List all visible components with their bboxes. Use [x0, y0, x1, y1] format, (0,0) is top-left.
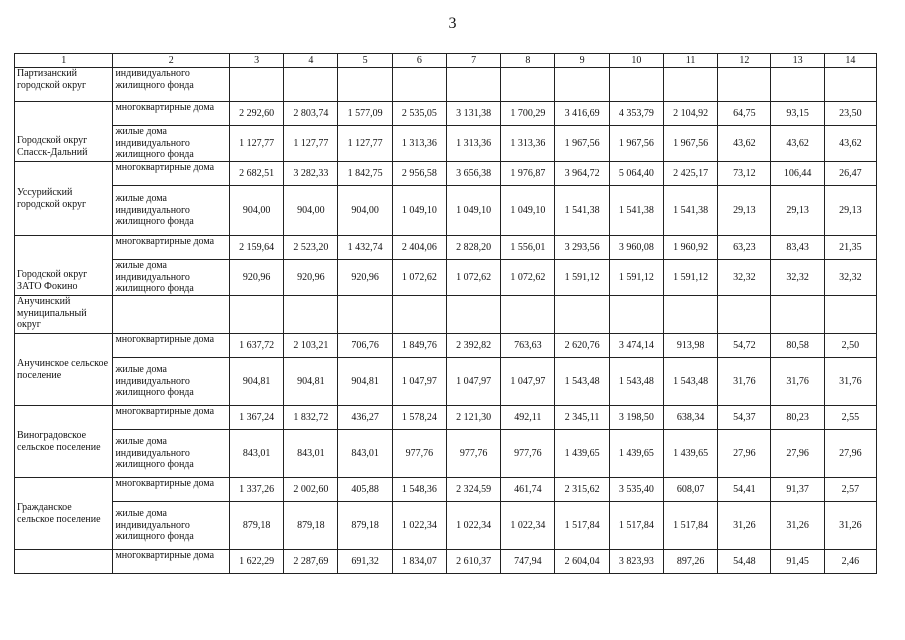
area-name: Виноградовское сельское поселение: [15, 406, 113, 478]
table-cell: 920,96: [284, 260, 338, 296]
table-cell: 1 022,34: [446, 502, 500, 550]
table-cell: 3 535,40: [609, 478, 663, 502]
table-cell: 843,01: [229, 430, 283, 478]
table-cell: 1 439,65: [663, 430, 717, 478]
table-cell: 1 439,65: [609, 430, 663, 478]
table-cell: 1 591,12: [663, 260, 717, 296]
table-cell: 29,13: [771, 186, 824, 236]
table-cell: 1 637,72: [229, 334, 283, 358]
table-cell: 2 002,60: [284, 478, 338, 502]
table-cell: 843,01: [284, 430, 338, 478]
table-cell: 26,47: [824, 162, 876, 186]
table-cell: 879,18: [284, 502, 338, 550]
housing-type: жилые дома индивидуального жилищного фонда: [113, 186, 230, 236]
column-header: 11: [663, 54, 717, 68]
column-header: 2: [113, 54, 230, 68]
table-cell: 1 047,97: [501, 358, 555, 406]
table-cell: 492,11: [501, 406, 555, 430]
table-cell: 1 517,84: [663, 502, 717, 550]
table-cell: 691,32: [338, 550, 392, 574]
table-cell: 1 049,10: [501, 186, 555, 236]
housing-type: многоквартирные дома: [113, 236, 230, 260]
table-cell: 27,96: [771, 430, 824, 478]
table-cell: 2 620,76: [555, 334, 609, 358]
table-cell: 3 964,72: [555, 162, 609, 186]
table-cell: 3 198,50: [609, 406, 663, 430]
table-row: [15, 478, 877, 502]
table-row: [15, 236, 877, 260]
table-cell: 2 828,20: [446, 236, 500, 260]
area-name: Уссурийский городской округ: [15, 162, 113, 236]
housing-type: многоквартирные дома: [113, 162, 230, 186]
column-header: 10: [609, 54, 663, 68]
housing-type: жилые дома индивидуального жилищного фонда: [113, 430, 230, 478]
table-cell: 913,98: [663, 334, 717, 358]
table-row: [15, 162, 877, 186]
table-cell: 2 315,62: [555, 478, 609, 502]
area-name: Городской округ ЗАТО Фокино: [15, 236, 113, 296]
table-cell: 1 834,07: [392, 550, 446, 574]
table-cell: 436,27: [338, 406, 392, 430]
table-cell: 1 849,76: [392, 334, 446, 358]
table-row: [15, 334, 877, 358]
table-cell: 977,76: [501, 430, 555, 478]
table-cell: 21,35: [824, 236, 876, 260]
area-name: Партизанский городской округ: [15, 68, 113, 102]
table-cell: 73,12: [718, 162, 771, 186]
tariff-table: [14, 53, 877, 574]
table-cell: 2 523,20: [284, 236, 338, 260]
table-cell: 638,34: [663, 406, 717, 430]
table-cell: 5 064,40: [609, 162, 663, 186]
table-cell: 3 416,69: [555, 102, 609, 126]
table-row: [15, 406, 877, 430]
column-header: 1: [15, 54, 113, 68]
table-cell: 29,13: [824, 186, 876, 236]
table-cell: 31,76: [771, 358, 824, 406]
table-cell: 1 022,34: [392, 502, 446, 550]
table-cell: 23,50: [824, 102, 876, 126]
table-row: [15, 68, 877, 102]
table-cell: 1 367,24: [229, 406, 283, 430]
table-cell: 2 324,59: [446, 478, 500, 502]
table-cell: 904,00: [284, 186, 338, 236]
table-cell: 32,32: [771, 260, 824, 296]
table-cell: 1 578,24: [392, 406, 446, 430]
table-cell: 93,15: [771, 102, 824, 126]
table-cell: 977,76: [446, 430, 500, 478]
table-cell: 1 622,29: [229, 550, 283, 574]
table-cell: 1 047,97: [446, 358, 500, 406]
table-cell: 2,55: [824, 406, 876, 430]
table-cell: 3 131,38: [446, 102, 500, 126]
table-cell: 1 967,56: [609, 126, 663, 162]
table-cell: 2,57: [824, 478, 876, 502]
area-name: Анучинский муниципальный округ: [15, 296, 113, 334]
housing-type: жилые дома индивидуального жилищного фонда: [113, 358, 230, 406]
column-header: 7: [446, 54, 500, 68]
housing-type: многоквартирные дома: [113, 550, 230, 574]
table-cell: 3 823,93: [609, 550, 663, 574]
table-cell: 27,96: [824, 430, 876, 478]
table-cell: 2 604,04: [555, 550, 609, 574]
table-cell: 2 392,82: [446, 334, 500, 358]
table-cell: 904,81: [338, 358, 392, 406]
table-cell: 1 967,56: [555, 126, 609, 162]
table-cell: 1 337,26: [229, 478, 283, 502]
table-cell: 897,26: [663, 550, 717, 574]
table-cell: 2 287,69: [284, 550, 338, 574]
table-cell: 2 956,58: [392, 162, 446, 186]
table-cell: 1 556,01: [501, 236, 555, 260]
table-cell: 43,62: [824, 126, 876, 162]
table-cell: 904,00: [229, 186, 283, 236]
table-cell: 1 591,12: [609, 260, 663, 296]
table-cell: 920,96: [338, 260, 392, 296]
table-cell: 31,26: [718, 502, 771, 550]
table-row: [15, 430, 877, 478]
column-header: 9: [555, 54, 609, 68]
table-cell: 32,32: [718, 260, 771, 296]
table-cell: 2 803,74: [284, 102, 338, 126]
table-row: [15, 260, 877, 296]
housing-type: индивидуального жилищного фонда: [113, 68, 230, 102]
table-cell: 43,62: [771, 126, 824, 162]
table-cell: 2 292,60: [229, 102, 283, 126]
table-cell: 1 432,74: [338, 236, 392, 260]
table-cell: 2 404,06: [392, 236, 446, 260]
table-cell: 64,75: [718, 102, 771, 126]
table-cell: 2 610,37: [446, 550, 500, 574]
table-cell: 1 127,77: [338, 126, 392, 162]
table-row: [15, 358, 877, 406]
table-cell: 879,18: [338, 502, 392, 550]
table-cell: 2 121,30: [446, 406, 500, 430]
housing-type: многоквартирные дома: [113, 334, 230, 358]
column-header: 13: [771, 54, 824, 68]
table-cell: 1 022,34: [501, 502, 555, 550]
table-cell: 3 282,33: [284, 162, 338, 186]
table-cell: 54,72: [718, 334, 771, 358]
table-cell: 91,45: [771, 550, 824, 574]
table-cell: 2 535,05: [392, 102, 446, 126]
column-header: 6: [392, 54, 446, 68]
table-cell: 843,01: [338, 430, 392, 478]
table-cell: 43,62: [718, 126, 771, 162]
table-cell: 31,76: [824, 358, 876, 406]
table-row: [15, 502, 877, 550]
table-cell: 3 656,38: [446, 162, 500, 186]
table-cell: 54,37: [718, 406, 771, 430]
table-cell: 1 072,62: [501, 260, 555, 296]
table-cell: 2,46: [824, 550, 876, 574]
table-cell: 1 072,62: [446, 260, 500, 296]
table-row: [15, 102, 877, 126]
housing-type: многоквартирные дома: [113, 102, 230, 126]
table-cell: 1 541,38: [609, 186, 663, 236]
table-cell: 1 517,84: [609, 502, 663, 550]
table-cell: 706,76: [338, 334, 392, 358]
column-header: 5: [338, 54, 392, 68]
table-cell: 1 517,84: [555, 502, 609, 550]
table-row: [15, 186, 877, 236]
table-cell: 29,13: [718, 186, 771, 236]
table-cell: 1 543,48: [555, 358, 609, 406]
table-cell: 1 439,65: [555, 430, 609, 478]
table-cell: 1 541,38: [555, 186, 609, 236]
table-cell: 763,63: [501, 334, 555, 358]
table-cell: 54,48: [718, 550, 771, 574]
table-cell: 1 591,12: [555, 260, 609, 296]
table-cell: 747,94: [501, 550, 555, 574]
housing-type: многоквартирные дома: [113, 478, 230, 502]
table-cell: 83,43: [771, 236, 824, 260]
table-cell: 54,41: [718, 478, 771, 502]
table-cell: 3 960,08: [609, 236, 663, 260]
area-name: Гражданское сельское поселение: [15, 478, 113, 550]
column-header: 14: [824, 54, 876, 68]
table-cell: 1 127,77: [284, 126, 338, 162]
table-cell: 1 577,09: [338, 102, 392, 126]
table-cell: 1 976,87: [501, 162, 555, 186]
table-cell: 1 700,29: [501, 102, 555, 126]
table-cell: 608,07: [663, 478, 717, 502]
table-cell: 1 967,56: [663, 126, 717, 162]
table-cell: 1 832,72: [284, 406, 338, 430]
table-cell: 1 127,77: [229, 126, 283, 162]
column-header: 4: [284, 54, 338, 68]
table-cell: 2 682,51: [229, 162, 283, 186]
column-header: 12: [718, 54, 771, 68]
table-cell: 879,18: [229, 502, 283, 550]
table-cell: 977,76: [392, 430, 446, 478]
table-cell: 1 047,97: [392, 358, 446, 406]
table-cell: 1 049,10: [392, 186, 446, 236]
table-cell: 920,96: [229, 260, 283, 296]
housing-type: многоквартирные дома: [113, 406, 230, 430]
table-row: [15, 296, 877, 334]
table-cell: 1 842,75: [338, 162, 392, 186]
header-row: [15, 54, 877, 68]
table-cell: 2 345,11: [555, 406, 609, 430]
table-row: [15, 126, 877, 162]
table-cell: 80,23: [771, 406, 824, 430]
table-cell: 106,44: [771, 162, 824, 186]
table-cell: 2 103,21: [284, 334, 338, 358]
table-cell: 2 159,64: [229, 236, 283, 260]
housing-type: жилые дома индивидуального жилищного фонда: [113, 260, 230, 296]
table-row: [15, 550, 877, 574]
table-cell: 1 543,48: [663, 358, 717, 406]
housing-type: жилые дома индивидуального жилищного фонда: [113, 502, 230, 550]
table-cell: 1 313,36: [392, 126, 446, 162]
column-header: 3: [229, 54, 283, 68]
table-cell: 2,50: [824, 334, 876, 358]
table-cell: 2 104,92: [663, 102, 717, 126]
table-cell: 1 313,36: [446, 126, 500, 162]
table-cell: 1 313,36: [501, 126, 555, 162]
table-cell: 405,88: [338, 478, 392, 502]
table-cell: 3 293,56: [555, 236, 609, 260]
table-cell: 1 543,48: [609, 358, 663, 406]
table-cell: 32,32: [824, 260, 876, 296]
table-cell: 2 425,17: [663, 162, 717, 186]
area-name: Городской округ Спасск-Дальний: [15, 102, 113, 162]
table-cell: 63,23: [718, 236, 771, 260]
table-cell: 4 353,79: [609, 102, 663, 126]
table-cell: 1 548,36: [392, 478, 446, 502]
table-cell: 1 049,10: [446, 186, 500, 236]
area-name: Анучинское сельское поселение: [15, 334, 113, 406]
table-cell: 80,58: [771, 334, 824, 358]
page-number: 3: [448, 15, 457, 32]
table-cell: 31,26: [771, 502, 824, 550]
table-cell: 31,76: [718, 358, 771, 406]
column-header: 8: [501, 54, 555, 68]
table-cell: 31,26: [824, 502, 876, 550]
housing-type: жилые дома индивидуального жилищного фонда: [113, 126, 230, 162]
table-cell: 1 072,62: [392, 260, 446, 296]
table-cell: 1 960,92: [663, 236, 717, 260]
table-cell: 27,96: [718, 430, 771, 478]
table-cell: 904,00: [338, 186, 392, 236]
table-cell: 904,81: [284, 358, 338, 406]
table-cell: 1 541,38: [663, 186, 717, 236]
table-cell: 3 474,14: [609, 334, 663, 358]
table-cell: 461,74: [501, 478, 555, 502]
table-cell: 904,81: [229, 358, 283, 406]
table-cell: 91,37: [771, 478, 824, 502]
